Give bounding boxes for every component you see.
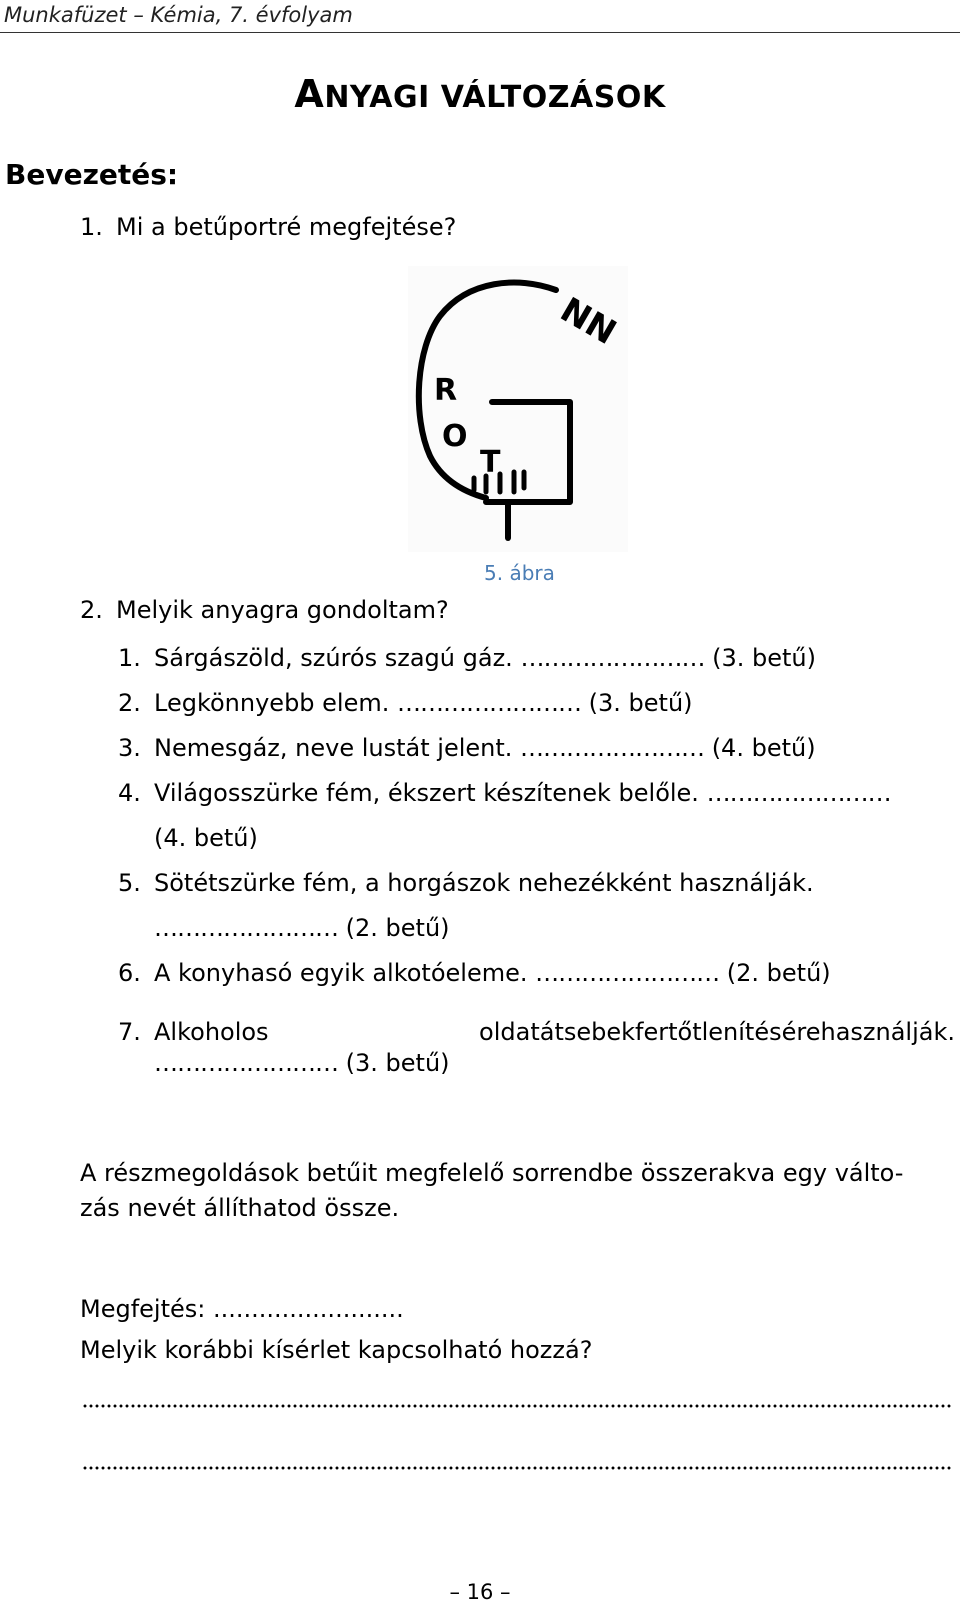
page-number: – 16 –: [449, 1580, 511, 1604]
list-item: [118, 779, 891, 807]
item-word: használják.: [820, 1018, 955, 1046]
letter-portrait-drawing: [408, 266, 628, 552]
item-text: Sötétszürke fém, a horgászok nehezékként használják.: [154, 869, 814, 897]
list-item: [118, 1018, 955, 1046]
list-item-continuation: [154, 1049, 450, 1077]
list-item: [118, 644, 816, 672]
answer-blank[interactable]: ……………………: [154, 1049, 338, 1077]
list-item-continuation: [154, 914, 450, 942]
item-text: Nemesgáz, neve lustát jelent.: [154, 734, 513, 762]
answer-blank[interactable]: ……………………: [154, 914, 338, 942]
letter-hint: (2. betű): [345, 914, 450, 942]
figure-letter-t: T: [480, 445, 501, 480]
figure-letters-nn: NN: [553, 289, 623, 353]
letter-hint: (3. betű): [345, 1049, 450, 1077]
letter-hint: (4. betű): [154, 824, 258, 852]
item-number: 2.: [118, 689, 141, 717]
answer-blank[interactable]: ……………………: [520, 644, 705, 672]
paragraph-line-2: zás nevét állíthatod össze.: [80, 1194, 400, 1222]
answer-line[interactable]: [82, 1466, 952, 1470]
item-number: 5.: [118, 869, 141, 897]
item-text: Világosszürke fém, ékszert készítenek belőle.: [154, 779, 699, 807]
question-number: 1.: [80, 213, 103, 241]
question-text: Melyik anyagra gondoltam?: [116, 596, 449, 624]
list-item: [118, 869, 814, 897]
letter-hint: (2. betű): [726, 959, 831, 987]
title-rest: NYAGI VÁLTOZÁSOK: [324, 80, 666, 115]
item-number: 4.: [118, 779, 141, 807]
item-word: fertőtlenítésére: [635, 1018, 821, 1046]
item-number: 1.: [118, 644, 141, 672]
item-word: Alkoholos: [154, 1018, 269, 1046]
figure-caption: 5. ábra: [484, 561, 555, 585]
section-label: Bevezetés:: [5, 158, 179, 191]
letter-hint: (3. betű): [712, 644, 816, 672]
item-text: A konyhasó egyik alkotóeleme.: [154, 959, 528, 987]
question-3: Melyik korábbi kísérlet kapcsolható hozzá?: [80, 1336, 593, 1364]
figure-letter-o: O: [442, 419, 468, 454]
page-header: [0, 0, 960, 33]
header-text: Munkafüzet – Kémia, 7. évfolyam: [4, 3, 353, 27]
item-number: 7.: [118, 1018, 141, 1046]
item-word: oldatát: [479, 1018, 564, 1046]
letter-portrait-figure: [408, 266, 628, 552]
answer-blank[interactable]: ……………………: [397, 689, 582, 717]
letter-hint: (3. betű): [588, 689, 693, 717]
answer-blank[interactable]: ……………………: [706, 779, 891, 807]
item-text: Sárgászöld, szúrós szagú gáz.: [154, 644, 513, 672]
title-first-letter: A: [294, 72, 325, 116]
paragraph-line-1: A részmegoldások betűit megfelelő sorrendbe összerakva egy válto-: [80, 1159, 904, 1187]
solution-line: [80, 1295, 404, 1323]
answer-blank[interactable]: ……………………: [535, 959, 720, 987]
list-item: [118, 959, 831, 987]
letter-hint: (4. betű): [711, 734, 816, 762]
item-number: 3.: [118, 734, 141, 762]
figure-letter-r: R: [434, 373, 458, 408]
solution-label: Megfejtés:: [80, 1295, 206, 1323]
item-word: sebek: [563, 1018, 636, 1046]
list-item: [118, 689, 693, 717]
instruction-paragraph: [80, 1156, 960, 1226]
page-title: [0, 72, 960, 116]
question-text: Mi a betűportré megfejtése?: [116, 213, 457, 241]
list-item: [118, 734, 816, 762]
item-number: 6.: [118, 959, 141, 987]
answer-line[interactable]: [82, 1404, 952, 1408]
question-2: [80, 596, 449, 624]
answer-blank[interactable]: ……………………: [520, 734, 705, 762]
solution-blank[interactable]: .........................: [213, 1295, 404, 1323]
question-number: 2.: [80, 596, 103, 624]
item-text: Legkönnyebb elem.: [154, 689, 390, 717]
question-1: [80, 213, 456, 241]
